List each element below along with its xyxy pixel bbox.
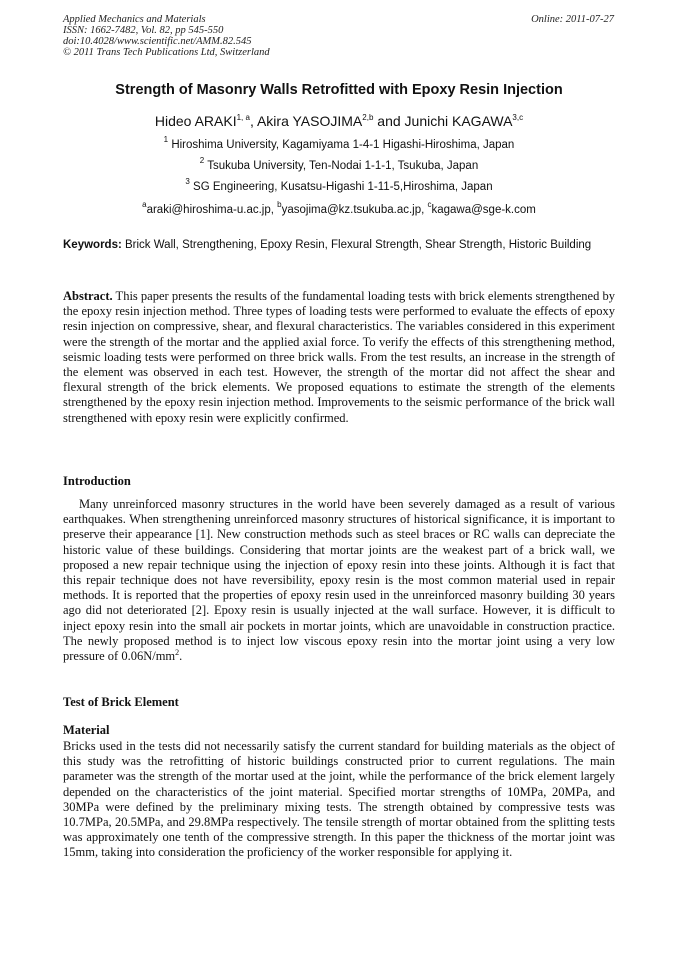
journal-issn: ISSN: 1662-7482, Vol. 82, pp 545-550: [63, 25, 224, 36]
author-name: Junichi KAGAWA: [404, 113, 513, 129]
affiliation-mark: 2: [199, 156, 205, 165]
section-heading-introduction: Introduction: [63, 474, 131, 488]
author-separator: and: [373, 113, 405, 129]
affiliation-text: Tsukuba University, Ten-Nodai 1-1-1, Tsukuba, Japan: [204, 160, 479, 172]
journal-copyright: © 2011 Trans Tech Publications Ltd, Switzerland: [63, 47, 270, 58]
abstract-label: Abstract.: [63, 289, 113, 303]
keywords: [63, 238, 615, 253]
affiliation-line: [0, 156, 678, 172]
email-mark: b: [277, 200, 282, 209]
author-affiliation-mark: 2,b: [362, 113, 374, 122]
subsection-heading-material: Material: [63, 723, 110, 737]
affiliation-text: SG Engineering, Kusatsu-Higashi 1-11-5,Hiroshima, Japan: [189, 181, 493, 193]
author-separator: ,: [249, 113, 257, 129]
online-date: Online: 2011-07-27: [531, 14, 614, 25]
journal-header: [63, 14, 270, 58]
email-mark: c: [427, 200, 432, 209]
keywords-text: Brick Wall, Strengthening, Epoxy Resin, Flexural Strength, Shear Strength, Historic Building: [121, 239, 592, 251]
affiliation-mark: 3: [185, 177, 190, 186]
email-list: [0, 200, 678, 216]
introduction-text: Many unreinforced masonry structures in the world have been severely damaged as a result of various earthquakes. When strengthening unreinforced masonry structures of historical significance, it is important to preserve their appearance [1]. New construction methods such as steel braces or RC walls can depreciate the historic value of these buildings. Considering that mortar joints are the weakest part of a brick wall, we proposed a new repair technique using the injection of epoxy resin into these joints. Although it is fact that this repair technique does not have reversibility, epoxy resin is the most common material used in repair methods. It is reported that the properties of epoxy resin used in the unreinforced masonry building 30 years ago did not deteriorated [2]. Epoxy resin is usually injected at the wall surface. However, it is difficult to inject epoxy resin into the small air pockets in mortar joints, which are unavoidable in construction practice. The newly proposed method is to inject low viscous epoxy resin into the mortar joint using a very low pressure of 0.06N/mm: [63, 497, 615, 664]
author-affiliation-mark: 1, a: [236, 113, 250, 122]
author-affiliation-mark: 3,c: [512, 113, 524, 122]
section-heading-test: Test of Brick Element: [63, 695, 179, 709]
introduction-paragraph: [63, 497, 615, 664]
affiliation-line: [0, 135, 678, 151]
email-link[interactable]: yasojima@kz.tsukuba.ac.jp,: [281, 204, 428, 216]
journal-name: Applied Mechanics and Materials: [63, 14, 206, 25]
material-paragraph: Bricks used in the tests did not necessarily satisfy the current standard for building materials as the object of this study was the retrofitting of historic buildings constructed prior to current regulations. The main parameter was the strength of the mortar used at the joint, while the performance of the brick element largely depended on the characteristics of the joint material. Specified mortar strengths of 10MPa, 20MPa, and 30MPa were defined by the preliminary mixing tests. The strength obtained by compressive tests was 10.7MPa, 20.5MPa, and 29.8MPa respectively. The tensile strength of mortar obtained from the splitting tests was approximately one tenth of the compressive strength. In this paper the thickness of the mortar joint was 15mm, taking into consideration the proficiency of the worker responsible for applying it.: [63, 739, 615, 860]
abstract-text: This paper presents the results of the fundamental loading tests with brick elements strengthened by the epoxy resin injection method. Three types of loading tests were performed to evaluate the effects of epoxy resin injection on compressive, shear, and flexural characteristics. The variables considered in this experiment were the strength of the mortar and the applied axial force. To verify the effects of this strengthening method, seismic loading tests were performed on three brick walls. From the test results, an increase in the strength of the element was observed in each test. However, the strength of the mortar did not affect the shear and flexural strength of the brick elements. We proposed equations to estimate the strength of the elements strengthened by the epoxy resin injection method. Improvements to the seismic performance of the brick wall strengthened with epoxy resin were explicitly confirmed.: [63, 289, 615, 425]
keywords-label: Keywords:: [63, 239, 122, 251]
affiliation-line: [0, 177, 678, 193]
author-name: Hideo ARAKI: [154, 113, 237, 129]
introduction-end: .: [179, 649, 183, 664]
email-mark: a: [142, 200, 147, 209]
email-link[interactable]: araki@hiroshima-u.ac.jp,: [146, 204, 278, 216]
paper-title: Strength of Masonry Walls Retrofitted with Epoxy Resin Injection: [115, 82, 563, 98]
author-list: [0, 113, 678, 129]
unit-exponent: 2: [175, 648, 180, 658]
affiliation-mark: 1: [163, 135, 169, 144]
abstract: [63, 289, 615, 426]
email-link[interactable]: kagawa@sge-k.com: [431, 204, 536, 216]
journal-doi[interactable]: doi:10.4028/www.scientific.net/AMM.82.545: [63, 36, 252, 47]
affiliation-text: Hiroshima University, Kagamiyama 1-4-1 Higashi-Hiroshima, Japan: [168, 139, 515, 151]
author-name: Akira YASOJIMA: [256, 113, 363, 129]
